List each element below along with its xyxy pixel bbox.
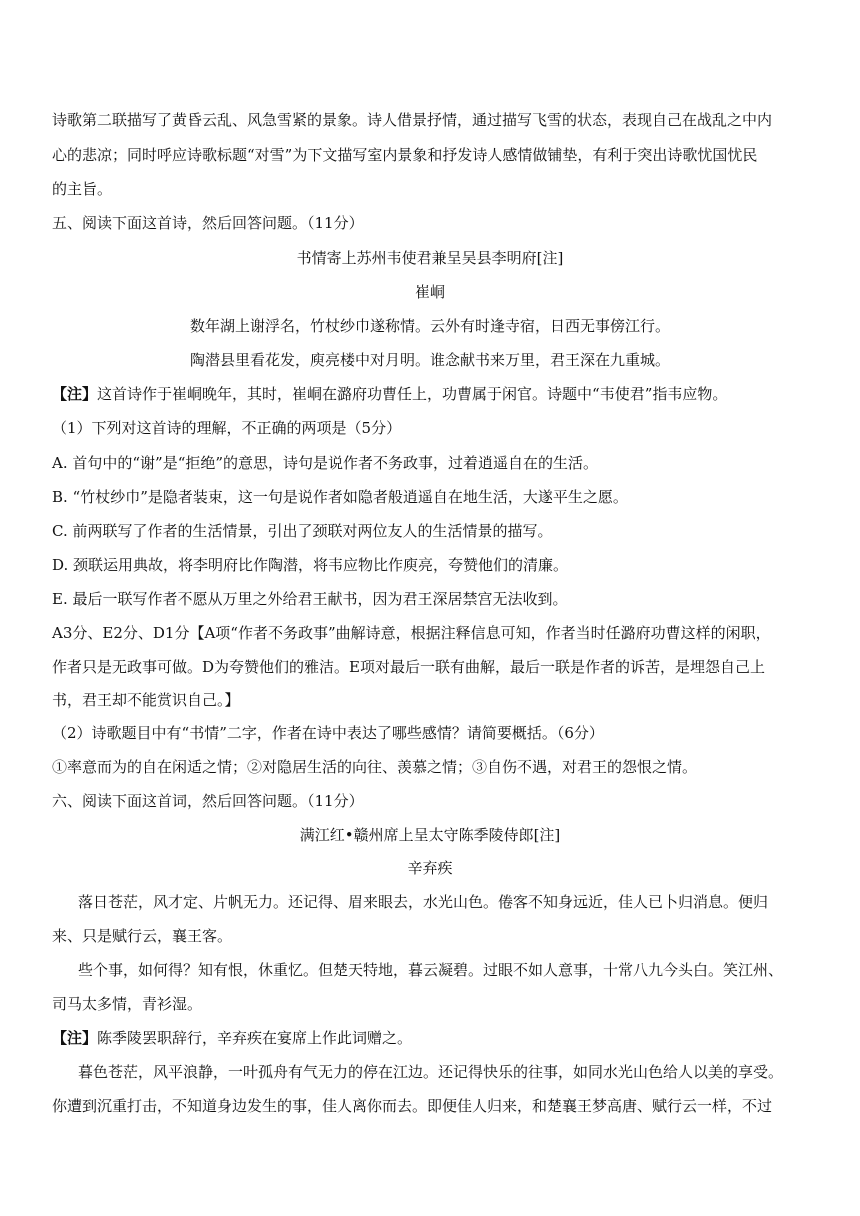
option-c: C. 前两联写了作者的生活情景，引出了颈联对两位友人的生活情景的描写。	[52, 522, 553, 540]
section-heading-5: 五、阅读下面这首诗，然后回答问题。（11分）	[52, 214, 364, 232]
note-text: 陈季陵罢职辞行，辛弃疾在宴席上作此词赠之。	[97, 1029, 413, 1047]
ci-line: 落日苍茫，风才定、片帆无力。还记得、眉来眼去，水光山色。倦客不知身远近，佳人已卜归消息。便归	[78, 893, 769, 911]
ci-line: 来、只是赋行云，襄王客。	[52, 927, 233, 945]
ci-title: 满江红•赣州席上呈太守陈季陵侍郎[注]	[299, 826, 561, 844]
poem-line: 数年湖上谢浮名，竹杖纱巾遂称情。云外有时逢寺宿，日西无事傍江行。	[189, 317, 670, 335]
note-label: 【注】	[52, 1029, 98, 1047]
poem-title: 书情寄上苏州韦使君兼呈吴县李明府[注]	[296, 249, 564, 267]
option-b: B. “竹杖纱巾”是隐者装束，这一句是说作者如隐者般逍遥自在地生活，大遂平生之愿。	[52, 488, 628, 506]
note-label: 【注】	[52, 385, 98, 403]
translation-line: 暮色苍茫，风平浪静，一叶孤舟有气无力的停在江边。还记得快乐的往事，如同水光山色给人以美的享受。	[78, 1063, 784, 1081]
translation-line: 你遭到沉重打击，不知道身边发生的事，佳人离你而去。即便佳人归来，和楚襄王梦高唐、赋行云一样，不过	[52, 1097, 773, 1115]
option-a: A. 首句中的“谢”是“拒绝”的意思，诗句是说作者不务政事，过着逍遥自在的生活。	[52, 454, 599, 472]
question-1: （1）下列对这首诗的理解，不正确的两项是（5分）	[52, 419, 402, 437]
poem-author: 崔峒	[414, 283, 445, 301]
option-d: D. 颈联运用典故，将李明府比作陶潜，将韦应物比作庾亮，夸赞他们的清廉。	[52, 556, 569, 574]
paragraph-line: 诗歌第二联描写了黄昏云乱、风急雪紧的景象。诗人借景抒情，通过描写飞雪的状态，表现自己在战乱之中内	[52, 111, 773, 129]
answer-line: 书，君王却不能赏识自己。】	[52, 691, 240, 709]
answer-line: A3分、E2分、D1分【A项“作者不务政事”曲解诗意，根据注释信息可知，作者当时任潞府功曹这样的闲职，	[52, 624, 771, 642]
note	[52, 384, 727, 404]
paragraph-line: 心的悲凉；同时呼应诗歌标题“对雪”为下文描写室内景象和抒发诗人感情做铺垫，有利于突出诗歌忧国忧民	[52, 146, 758, 164]
question-2: （2）诗歌题目中有“书情”二字，作者在诗中表达了哪些感情？请简要概括。（6分）	[52, 724, 604, 742]
ci-line: 司马太多情，青衫湿。	[52, 995, 203, 1013]
section-heading-6: 六、阅读下面这首词，然后回答问题。（11分）	[52, 792, 364, 810]
poem-line: 陶潜县里看花发，庾亮楼中对月明。谁念献书来万里，君王深在九重城。	[189, 351, 670, 369]
note	[52, 1028, 412, 1048]
paragraph-line: 的主旨。	[52, 180, 113, 198]
answer-line: 作者只是无政事可做。D为夸赞他们的雅洁。E项对最后一联有曲解，最后一联是作者的诉苦，是埋怨自己上	[52, 658, 765, 676]
option-e: E. 最后一联写作者不愿从万里之外给君王献书，因为君王深居禁宫无法收到。	[52, 590, 568, 608]
note-text: 这首诗作于崔峒晚年，其时，崔峒在潞府功曹任上，功曹属于闲官。诗题中“韦使君”指韦应物。	[97, 385, 728, 403]
ci-author: 辛弃疾	[407, 859, 453, 877]
ci-line: 些个事，如何得？知有恨，休重忆。但楚天特地，暮云凝碧。过眼不如人意事，十常八九今头白。笑江州、	[78, 961, 784, 979]
answer-2: ①率意而为的自在闲适之情；②对隐居生活的向往、羡慕之情；③自伤不遇，对君王的怨恨之情。	[52, 758, 698, 776]
